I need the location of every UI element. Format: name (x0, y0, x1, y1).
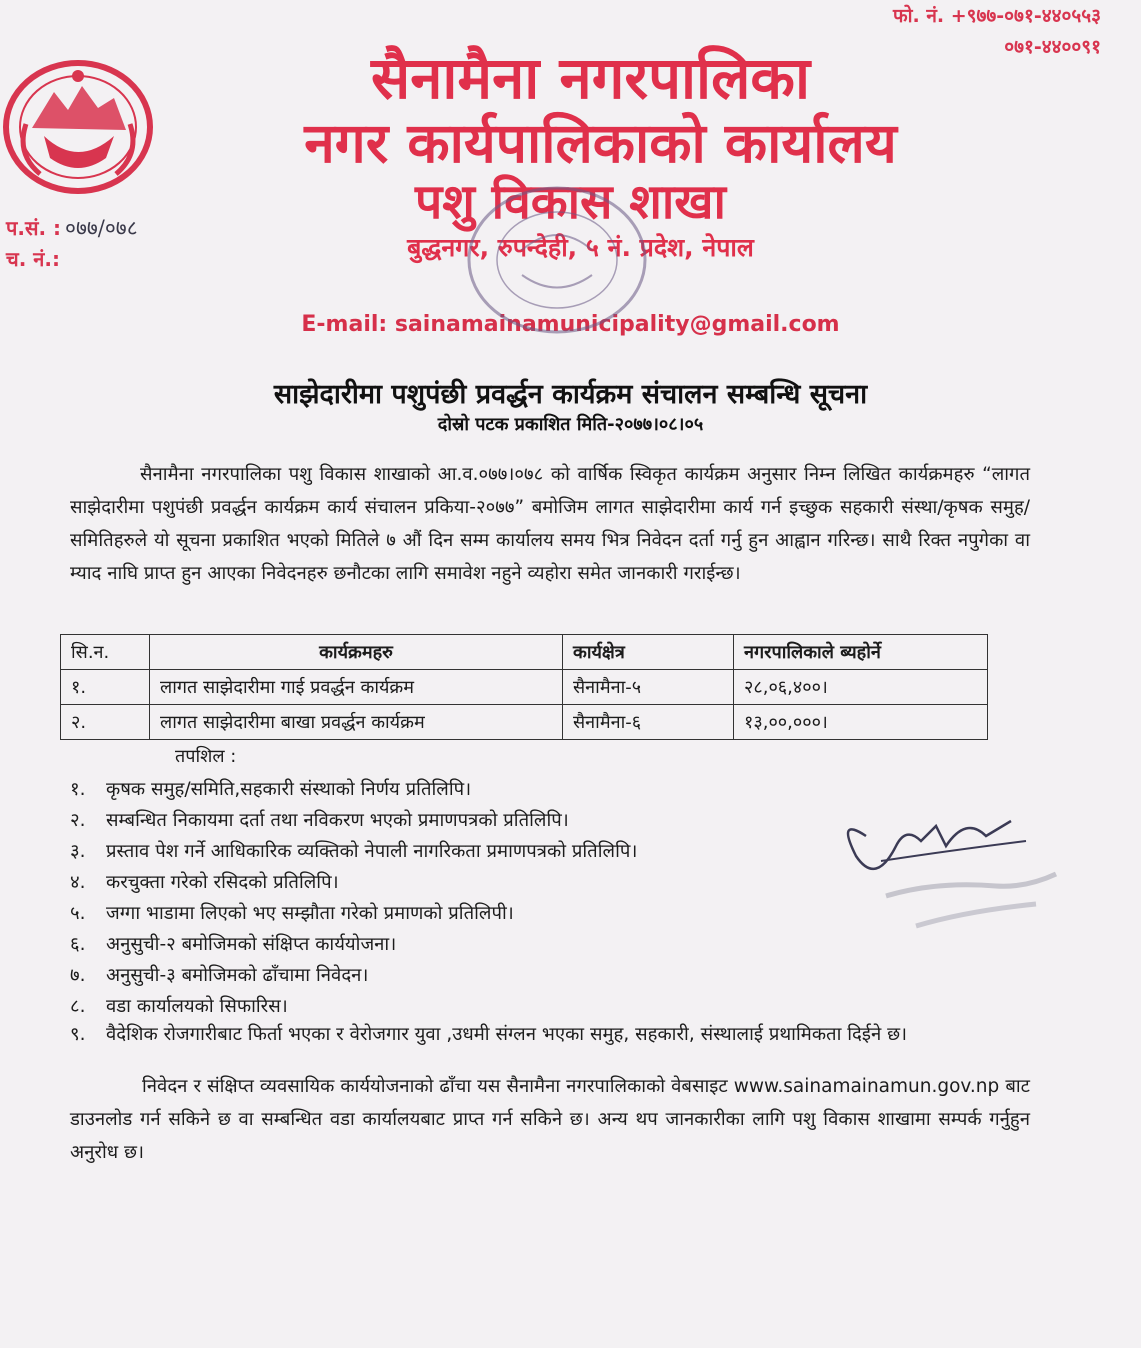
list-item: ७. अनुसुची-३ बमोजिमको ढाँचामा निवेदन। (70, 965, 369, 986)
program-table (60, 634, 988, 740)
cell-area: सैनामैना-५ (563, 670, 734, 705)
cell-amount: २८,०६,४००। (734, 670, 988, 705)
office-address: बुद्धनगर, रुपन्देही, ५ नं. प्रदेश, नेपाल (407, 233, 754, 262)
office-email: E-mail: sainamainamunicipality@gmail.com (301, 312, 840, 337)
column-header-program: कार्यक्रमहरु (150, 635, 563, 670)
reference-number (6, 214, 138, 242)
list-item: ३. प्रस्ताव पेश गर्ने आधिकारिक व्यक्तिको नेपाली नागरिकता प्रमाणपत्रको प्रतिलिपि। (70, 841, 638, 862)
reference-label: प.सं. : (6, 216, 62, 240)
table-row (61, 705, 988, 740)
reference-value: ०७७/०७८ (65, 216, 138, 240)
branch-name: पशु विकास शाखा (415, 174, 726, 230)
cell-program: लागत साझेदारीमा बाखा प्रवर्द्धन कार्यक्रम (150, 705, 563, 740)
list-item: २. सम्बन्धित निकायमा दर्ता तथा नविकरण भएको प्रमाणपत्रको प्रतिलिपि। (70, 810, 569, 831)
list-item: ६. अनुसुची-२ बमोजिमको संक्षिप्त कार्ययोजना। (70, 934, 397, 955)
dispatch-label: च. नं.: (6, 247, 60, 271)
cell-program: लागत साझेदारीमा गाई प्रवर्द्धन कार्यक्रम (150, 670, 563, 705)
dispatch-number (6, 245, 60, 272)
notice-publish-date: दोस्रो पटक प्रकाशित मिति-२०७७।०८।०५ (437, 414, 704, 435)
column-header-municipal-share: नगरपालिकाले ब्यहोर्ने (734, 635, 988, 670)
office-stamp-icon (462, 180, 652, 340)
table-row (61, 670, 988, 705)
cell-area: सैनामैना-६ (563, 705, 734, 740)
column-header-area: कार्यक्षेत्र (563, 635, 734, 670)
intro-paragraph: सैनामैना नगरपालिका पशु विकास शाखाको आ.व.०७७।०७८ को वार्षिक स्विकृत कार्यक्रम अनुसार निम्न लिखित कार्यक्रमहरु “लागत साझेदारीमा पशुपंछी प्रवर्द्धन कार्यक्रम कार्य संचालन प्रकिया-२०७७” बमोजिम लागत साझेदारीमा कार्य गर्न इच्छुक सहकारी संस्था/कृषक समुह/समितिहरुले यो सूचना प्रकाशित भएको मितिले ७ औं दिन सम्म कार्यालय समय भित्र निवेदन दर्ता गर्नु हुन आह्वान गरिन्छ। साथै रिक्त नपुगेका वा म्याद नाघि प्राप्त हुन आएका निवेदनहरु छनौटका लागि समावेश नहुने व्यहोरा समेत जानकारी गराईन्छ। (70, 464, 1030, 584)
column-header-sn: सि.न. (61, 635, 150, 670)
list-item: ९. वैदेशिक रोजगारीबाट फिर्ता भएका र वेरोजगार युवा ,उधमी संग्लन भएका समुह, सहकारी, संस्थालाई प्रथामिकता दिईने छ। (70, 1024, 908, 1045)
cell-amount: १३,००,०००। (734, 705, 988, 740)
list-heading: तपशिल : (175, 746, 237, 767)
municipality-name: सैनामैना नगरपालिका (371, 44, 810, 112)
list-item: ८. वडा कार्यालयको सिफारिस। (70, 996, 288, 1017)
table-header-row (61, 635, 988, 670)
list-item: ४. करचुक्ता गरेको रसिदको प्रतिलिपि। (70, 872, 339, 893)
phone-number-2: ०७१-४४००९१ (1004, 36, 1101, 58)
cell-sn: २. (61, 705, 150, 740)
closing-paragraph: निवेदन र संक्षिप्त व्यवसायिक कार्ययोजनाको ढाँचा यस सैनामैना नगरपालिकाको वेबसाइट www.sainamainamun.gov.np बाट डाउनलोड गर्न सकिने छ वा सम्बन्धित वडा कार्यालयबाट प्राप्त गर्न सकिने छ। अन्य थप जानकारीका लागि पशु विकास शाखामा सम्पर्क गर्नुहुन अनुरोध छ। (70, 1076, 1030, 1163)
phone-number-1: फो. नं. +९७७-०७१-४४०५५३ (892, 5, 1101, 27)
cell-sn: १. (61, 670, 150, 705)
list-item: १. कृषक समुह/समिति,सहकारी संस्थाको निर्णय प्रतिलिपि। (70, 779, 472, 800)
notice-title: साझेदारीमा पशुपंछी प्रवर्द्धन कार्यक्रम संचालन सम्बन्धि सूचना (273, 379, 868, 410)
office-name: नगर कार्यपालिकाको कार्यालय (304, 111, 897, 175)
list-item: ५. जग्गा भाडामा लिएको भए सम्झौता गरेको प्रमाणको प्रतिलिपी। (70, 903, 514, 924)
signature-icon (826, 786, 1086, 956)
